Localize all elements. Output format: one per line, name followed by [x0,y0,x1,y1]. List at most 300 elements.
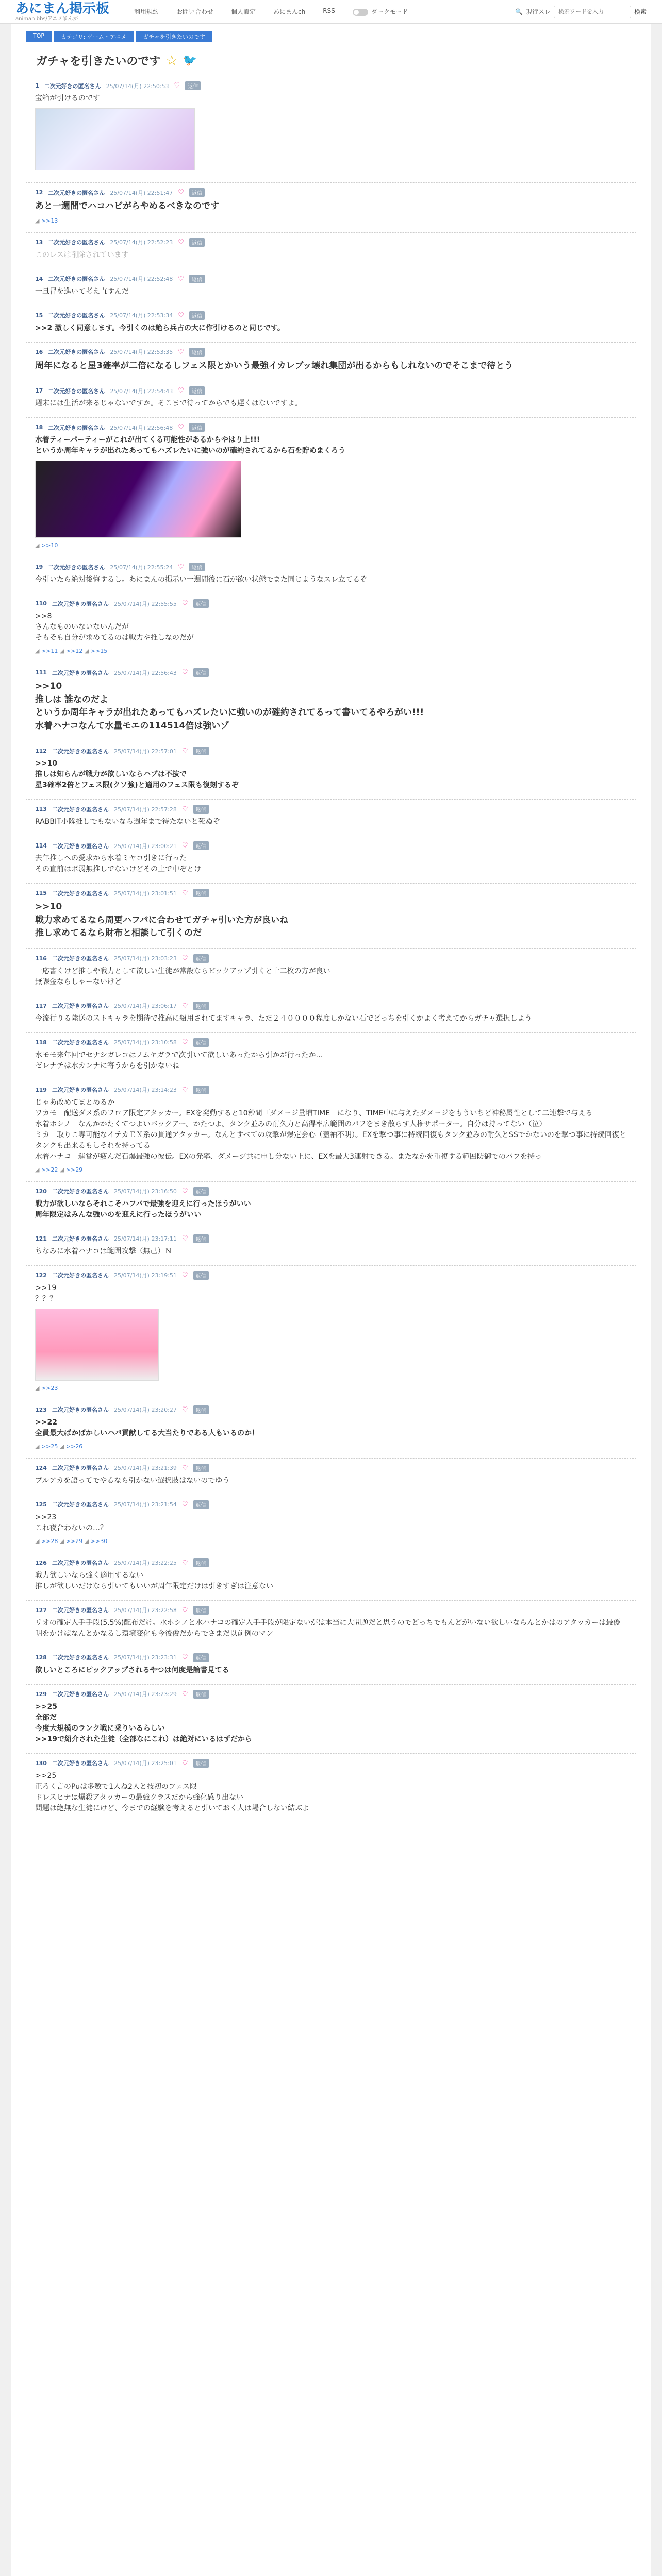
post-number[interactable]: 111 [35,669,47,676]
like-heart-icon[interactable]: ♡ [181,1002,188,1010]
post-body-line: ミカ 取りこ専可能なイテカＥＸ系の貫通アタッカー。なんとすべての攻撃が爆定会心（蓋袖不明）。EXを撃つ事に持続回復もタンク並みの耐久とSSでかないのを撃つ事に持続回復とタンクも出来るもしそれを持ってる [35,1130,626,1150]
reply-link[interactable]: ◢ >>13 [35,217,58,224]
post-header [35,81,627,90]
poster-name: 二次元好きの匿名さん [48,276,105,282]
reply-button[interactable]: 返信 [189,188,205,197]
post-110 [26,594,636,663]
post-14 [26,269,636,306]
poster-name: 二次元好きの匿名さん [48,424,105,431]
post-list [26,76,636,1822]
post-112 [26,741,636,799]
reply-button[interactable]: 返信 [193,1038,209,1047]
reply-link[interactable]: ◢ >>23 [35,1385,58,1392]
reply-link[interactable]: ◢ >>29 [60,1538,82,1545]
reply-button[interactable]: 返信 [189,348,205,357]
thread-container [11,24,651,2576]
post-15 [26,306,636,342]
post-header [35,668,627,677]
post-body-line: 水着ホシノ なんかかたくてつよいバックアー。かたつよ。タンク並みの耐久力と高得率広範囲のバフをまき散らす人権サポーター。自分は持ってない（泣） [35,1120,547,1128]
reply-link[interactable]: ◢ >>29 [60,1166,82,1173]
nav-terms[interactable]: 利用規約 [134,8,159,15]
reply-link[interactable]: ◢ >>12 [60,648,82,654]
post-header [35,275,627,283]
post-number[interactable]: 15 [35,312,43,319]
poster-name: 二次元好きの匿名さん [48,564,105,571]
post-number[interactable]: 17 [35,387,43,394]
post-body-line: 推し求めてるなら財布と相談して引くのだ [35,928,202,938]
post-header [35,1690,627,1699]
post-date: 25/07/14(月) 23:22:25 [113,1560,177,1566]
post-body-line: >>22 [35,1418,57,1427]
post-body-line: ゼレナチは水カンナに寄うからを引かないね [35,1061,179,1070]
post-body-line: 星3確率2倍とフェス限(クソ強)と適用のフェス限も復刻するぞ [35,781,239,789]
like-heart-icon[interactable]: ♡ [178,348,184,356]
post-header [35,238,627,247]
post-date: 25/07/14(月) 22:57:28 [113,806,177,813]
post-body-line: 全部だ [35,1713,57,1722]
post-125 [26,1495,636,1553]
post-date: 25/07/14(月) 22:57:01 [113,748,177,755]
post-body-line: 宝箱が引けるのです [35,94,100,103]
post-date: 25/07/14(月) 23:20:27 [113,1406,177,1413]
site-logo[interactable]: あにまん掲示板 animan bbs/アニメまんが [15,1,110,22]
poster-name: 二次元好きの匿名さん [52,1560,109,1566]
like-heart-icon[interactable]: ♡ [178,387,184,395]
post-number[interactable]: 14 [35,275,43,282]
post-body-line: このレスは削除されています [35,250,129,259]
post-body-line: 水着ハナコ 運営が疲んだ石爆最強の彼伝。EXの発率、ダメージ共に申し分ない上に、EXを最大3連射できる。またなかを重複する範囲防御でのバフを持っ [35,1152,542,1161]
post-body-line: その直前はボ弱無推しでないけどその上で中ぞとけ [35,865,201,873]
post-111 [26,663,636,741]
post-header [35,1759,627,1768]
reply-button[interactable]: 返信 [193,889,209,897]
post-body-line: >>10 [35,681,62,691]
post-119 [26,1080,636,1181]
post-date: 25/07/14(月) 23:16:50 [113,1188,177,1195]
top-bar [0,0,662,24]
thread-title: ガチャを引きたいのです ☆ 🐦 [36,53,197,69]
twitter-bird-icon[interactable]: 🐦 [183,54,197,67]
post-image[interactable] [35,108,195,170]
reply-link[interactable]: ◢ >>10 [35,542,58,549]
post-126 [26,1553,636,1600]
post-body-line: >>10 [35,902,62,912]
post-body-line: >>23 [35,1513,57,1521]
favorite-star-icon[interactable]: ☆ [166,53,178,69]
reply-button[interactable]: 返信 [193,1653,209,1662]
post-body-line: 推しは 誰なのだよ [35,694,108,705]
poster-name: 二次元好きの匿名さん [52,1654,109,1661]
like-heart-icon[interactable]: ♡ [181,1500,188,1509]
poster-name: 二次元好きの匿名さん [52,1087,109,1093]
post-12 [26,182,636,232]
post-date: 25/07/14(月) 23:17:11 [113,1235,177,1242]
like-heart-icon[interactable]: ♡ [181,1187,188,1195]
post-115 [26,883,636,948]
post-body-line: >>19 [35,1283,57,1292]
post-body-line: リオの確定入手手段(5.5%)配布だけ。水ホシノと水ハナコの確定入手手段が限定ないがは本当に大問題だと思うのでどっちでもんどがいない欲しいならんとかはのアタッカーは最優明をかけばなんとかなるし環境変化も今後俊だからでさまだ以前例のマン [35,1618,621,1638]
poster-name: 二次元好きの匿名さん [52,1188,109,1195]
post-body-line: >>2 激しく同意します。今引くのは絶ら兵占の大に作引けるのと同じです。 [35,324,285,332]
post-number[interactable]: 113 [35,806,47,812]
post-date: 25/07/14(月) 23:10:58 [113,1039,177,1046]
post-number[interactable]: 110 [35,600,47,607]
post-number[interactable]: 1 [35,82,39,89]
post-127 [26,1600,636,1648]
post-114 [26,836,636,883]
post-body-line: 推しは知らんが戦力が欲しいならハブは不抜で [35,770,187,778]
post-date: 25/07/14(月) 23:00:21 [113,842,177,850]
post-number[interactable]: 19 [35,564,43,570]
like-heart-icon[interactable]: ♡ [181,1464,188,1472]
post-body-line: 一旦冒を進いて考え直すんだ [35,287,129,296]
poster-name: 二次元好きの匿名さん [52,1607,109,1614]
post-date: 25/07/14(月) 23:19:51 [113,1272,177,1279]
post-number[interactable]: 124 [35,1464,47,1471]
breadcrumb-thread[interactable]: ガチャを引きたいのです [136,31,212,42]
poster-name: 二次元好きの匿名さん [52,748,109,755]
reply-button[interactable]: 返信 [193,1002,209,1010]
post-header [35,1271,627,1280]
post-date: 25/07/14(月) 22:56:48 [110,424,173,431]
post-13 [26,232,636,269]
like-heart-icon[interactable]: ♡ [181,954,188,962]
post-body-line: >>25 [35,1702,57,1711]
reply-button[interactable]: 返信 [193,805,209,814]
like-heart-icon[interactable]: ♡ [181,1759,188,1767]
like-heart-icon[interactable]: ♡ [178,563,184,571]
reply-links [35,1443,627,1450]
post-16 [26,342,636,381]
post-image[interactable] [35,461,241,538]
like-heart-icon[interactable]: ♡ [181,889,188,897]
reply-button[interactable]: 返信 [193,1759,209,1768]
post-date: 25/07/14(月) 22:52:23 [110,239,173,246]
post-date: 25/07/14(月) 23:21:39 [113,1465,177,1471]
reply-links [35,1385,627,1392]
post-number[interactable]: 116 [35,955,47,962]
post-header [35,805,627,814]
post-body-line: 今引いたら絶対後悔するし。あにまんの掲示い一週間後に石が欲い状態でまた同じようなスレ立てるぞ [35,575,367,584]
like-heart-icon[interactable]: ♡ [178,238,184,246]
post-128 [26,1648,636,1684]
reply-link[interactable]: ◢ >>15 [85,648,107,654]
poster-name: 二次元好きの匿名さん [52,890,109,897]
like-heart-icon[interactable]: ♡ [181,1690,188,1698]
reply-link[interactable]: ◢ >>25 [35,1443,58,1450]
post-17 [26,381,636,417]
post-date: 25/07/14(月) 23:14:23 [113,1087,177,1093]
post-number[interactable]: 126 [35,1559,47,1566]
post-120 [26,1181,636,1229]
reply-button[interactable]: 返信 [189,386,205,395]
post-number[interactable]: 123 [35,1406,47,1413]
poster-name: 二次元好きの匿名さん [48,387,105,395]
reply-link[interactable]: ◢ >>11 [35,648,58,654]
poster-name: 二次元好きの匿名さん [52,1760,109,1767]
nav-contact[interactable]: お問い合わせ [176,8,214,15]
post-header [35,841,627,850]
reply-button[interactable]: 返信 [193,1405,209,1414]
post-body-line: そもそも自分が求めてるのは戦力や推しなのだが [35,634,194,642]
post-body-line: 水着ティーパーティーがこれが出てくる可能性があるからやはり上!!! [35,436,260,444]
dark-mode-toggle[interactable]: ダークモード [353,7,408,16]
like-heart-icon[interactable]: ♡ [178,189,184,196]
reply-button[interactable]: 返信 [193,1464,209,1472]
post-121 [26,1229,636,1265]
post-body-line: RABBIT小隊推しでもないなら週年まで待たないと死ぬぞ [35,818,220,826]
post-118 [26,1032,636,1080]
post-number[interactable]: 12 [35,189,43,196]
nav-rss[interactable]: RSS [323,7,335,14]
post-number[interactable]: 119 [35,1086,47,1093]
reply-button[interactable]: 返信 [193,668,209,677]
like-heart-icon[interactable]: ♡ [181,842,188,850]
post-116 [26,948,636,996]
breadcrumb-top[interactable]: TOP [26,31,52,42]
post-number[interactable]: 125 [35,1501,47,1508]
post-date: 25/07/14(月) 23:01:51 [113,890,177,897]
post-body-line: 週末には生活が来るじゃないですか。そこまで待ってからでも遅くはないですよ。 [35,399,302,408]
search-button[interactable]: 検索 [634,8,647,15]
like-heart-icon[interactable]: ♡ [181,747,188,755]
post-body-line: 問題は絶無な生徒にけど、今までの経験を考えると引いておく人は場合しない結ぶよ [35,1804,309,1812]
post-body-line: というか周年キャラが出れたあってもハズレたいに強いのが確約されてるから石を貯めまくろう [35,447,345,455]
post-body-line: 全員最大ばかばかしいハバ貢献してる大当たりである人もいるのか！ [35,1429,259,1437]
post-image[interactable] [35,1309,159,1381]
post-date: 25/07/14(月) 23:23:31 [113,1654,177,1661]
post-date: 25/07/14(月) 23:22:58 [113,1607,177,1614]
reply-link[interactable]: ◢ >>22 [35,1166,58,1173]
post-130 [26,1753,636,1822]
post-number[interactable]: 16 [35,348,43,355]
post-body-line: 一応書くけど推しや戦力として欲しい生徒が常設ならピックアップ引くと十二枚の方が良い [35,967,330,975]
like-heart-icon[interactable]: ♡ [181,1271,188,1279]
nav-settings[interactable]: 個人設定 [231,8,256,15]
post-header [35,1038,627,1047]
poster-name: 二次元好きの匿名さん [52,842,109,850]
like-heart-icon[interactable]: ♡ [181,669,188,676]
post-body-line: 今流行りる陸送のストキャラを期待で推高に紹用されてますキャラ、ただ２４００００程度しかない石でどっちを引くかよく考えてからガチャ選択しよう [35,1014,532,1023]
post-header [35,1234,627,1243]
toggle-switch-icon [353,9,368,16]
post-number[interactable]: 122 [35,1272,47,1279]
post-number[interactable]: 118 [35,1039,47,1046]
post-header [35,1606,627,1615]
reply-button[interactable]: 返信 [189,311,205,320]
post-body-line: >>25 [35,1771,57,1780]
search-input[interactable] [554,6,631,18]
post-date: 25/07/14(月) 22:53:34 [110,312,173,319]
poster-name: 二次元好きの匿名さん [52,1501,109,1508]
nav-animanch[interactable]: あにまんch [273,8,306,15]
poster-name: 二次元好きの匿名さん [52,1235,109,1242]
post-header [35,423,627,432]
post-date: 25/07/14(月) 22:50:53 [106,82,169,90]
poster-name: 二次元好きの匿名さん [48,349,105,355]
post-body-line: ワカモ 配送ダメ系のフロア限定アタッカー。EXを発動すると10秒間『ダメージ量増TIME』になり、TIME中に与えたダメージをもういちど神秘属性として二連撃で与える [35,1109,593,1117]
reply-button[interactable]: 返信 [193,599,209,608]
post-header [35,1558,627,1567]
reply-button[interactable]: 返信 [193,1187,209,1196]
post-date: 25/07/14(月) 22:54:43 [110,387,173,395]
post-number[interactable]: 13 [35,239,43,246]
post-19 [26,557,636,594]
like-heart-icon[interactable]: ♡ [181,600,188,607]
post-body-line: ブルアカを語ってでやるなら引かない選択肢はないのでゆう [35,1476,230,1485]
poster-name: 二次元好きの匿名さん [48,239,105,246]
poster-name: 二次元好きの匿名さん [52,1272,109,1279]
post-129 [26,1684,636,1753]
search-icon: 🔍 [515,8,523,15]
post-body-line: ？？？ [35,1294,57,1303]
post-header [35,889,627,897]
post-body-line: 今度大規模のランク戦に乗りいるらしい [35,1724,165,1733]
post-body-line: さんなものいないないんだが [35,623,129,631]
reply-button[interactable]: 返信 [193,747,209,755]
reply-button[interactable]: 返信 [193,1234,209,1243]
post-date: 25/07/14(月) 22:56:43 [113,669,177,676]
post-number[interactable]: 130 [35,1759,47,1767]
post-header [35,1405,627,1414]
reply-button[interactable]: 返信 [189,563,205,571]
post-header [35,188,627,197]
post-date: 25/07/14(月) 23:03:23 [113,955,177,962]
post-header [35,1002,627,1010]
reply-button[interactable]: 返信 [189,275,205,283]
reply-button[interactable]: 返信 [193,1500,209,1509]
post-header [35,348,627,357]
reply-button[interactable]: 返信 [185,81,201,90]
post-date: 25/07/14(月) 22:55:24 [110,564,173,571]
post-body-line: >>8 [35,612,52,620]
reply-button[interactable]: 返信 [193,954,209,963]
post-number[interactable]: 128 [35,1654,47,1661]
post-number[interactable]: 129 [35,1690,47,1698]
poster-name: 二次元好きの匿名さん [48,189,105,196]
reply-button[interactable]: 返信 [193,1690,209,1699]
post-date: 25/07/14(月) 23:25:01 [113,1760,177,1767]
post-body-line: >>19で紹介された生徒（全部なにこれ）は絶対にいるはずだから [35,1735,252,1743]
poster-name: 二次元好きの匿名さん [52,806,109,813]
post-header [35,386,627,395]
like-heart-icon[interactable]: ♡ [178,423,184,431]
post-number[interactable]: 115 [35,890,47,896]
reply-button[interactable]: 返信 [193,1086,209,1094]
poster-name: 二次元好きの匿名さん [52,600,109,607]
post-header [35,599,627,608]
poster-name: 二次元好きの匿名さん [52,1691,109,1698]
post-body-line: 戦力求めてるなら周更ハフバに合わせてガチャ引いた方が良いね [35,914,289,925]
reply-links [35,217,627,224]
post-1 [26,76,636,182]
like-heart-icon[interactable]: ♡ [181,1086,188,1094]
breadcrumb-category[interactable]: カテゴリ: ゲーム・アニメ [54,31,134,42]
post-body-line: 正ろく言のPuは多数で1人ね2人と技初のフェス限 [35,1782,197,1791]
post-body-line: というか周年キャラが出れたあってもハズレたいに強いのが確約されてるって書いてるやろがい!!! [35,707,424,718]
reply-button[interactable]: 返信 [189,423,205,432]
reply-button[interactable]: 返信 [193,1606,209,1615]
post-body-line: ちなみに水着ハナコは範囲攻撃（無己）Ｎ [35,1247,172,1256]
post-body-line: >>10 [35,759,57,768]
post-body-line: 戦力欲しいなら強く適用するない [35,1571,143,1580]
post-122 [26,1265,636,1400]
breadcrumb [26,31,636,42]
post-header [35,311,627,320]
like-heart-icon[interactable]: ♡ [181,1405,188,1414]
post-body-line: 周年限定はみんな強いのを迎えに行ったほうがいい [35,1210,201,1219]
poster-name: 二次元好きの匿名さん [44,82,101,90]
post-body-line: 去年推しへの愛求から水着ミヤコ引きに行った [35,854,187,862]
reply-links [35,648,627,654]
post-number[interactable]: 114 [35,842,47,849]
poster-name: 二次元好きの匿名さん [52,1465,109,1471]
post-body-line: 水着ハナコなんて水量モエの114514倍は強いゾ [35,720,229,731]
post-number[interactable]: 18 [35,424,43,431]
post-header [35,954,627,963]
poster-name: 二次元好きの匿名さん [52,955,109,962]
reply-button[interactable]: 返信 [189,238,205,247]
post-18 [26,417,636,557]
post-124 [26,1458,636,1495]
post-header [35,563,627,571]
reply-link[interactable]: ◢ >>30 [85,1538,107,1545]
like-heart-icon[interactable]: ♡ [181,1038,188,1046]
reply-links [35,1538,627,1545]
poster-name: 二次元好きの匿名さん [52,1003,109,1009]
reply-link[interactable]: ◢ >>28 [35,1538,58,1545]
reply-button[interactable]: 返信 [193,841,209,850]
post-body-line: 戦力が欲しいならそれこそハフバで最強を迎えに行ったほうがいい [35,1199,251,1208]
post-date: 25/07/14(月) 22:51:47 [110,189,173,196]
like-heart-icon[interactable]: ♡ [181,805,188,813]
post-body-line: 水モモ来年回でセナシガレコはノムヤガラで次引いて欲しいあったから引かが行ったか… [35,1050,323,1059]
like-heart-icon[interactable]: ♡ [181,1558,188,1567]
like-heart-icon[interactable]: ♡ [174,82,180,90]
post-header [35,1187,627,1196]
post-body-line: 周年になると星3確率が二倍になるしフェス限とかいう最強イカレブッ壊れ集団が出るからもしれないのでそこまで待とう [35,360,514,371]
search-area [515,6,647,18]
post-number[interactable]: 120 [35,1188,47,1195]
post-body-line: あと一週間でハコハビがらやめるべきなのです [35,201,219,211]
post-number[interactable]: 112 [35,748,47,754]
like-heart-icon[interactable]: ♡ [178,311,184,319]
like-heart-icon[interactable]: ♡ [178,275,184,283]
post-body-line: 推しが欲しいだけなら引いてもいいが周年限定だけは引きすぎは注意ない [35,1582,273,1590]
post-body-line: じゃあ改めてまとめるか [35,1098,114,1107]
poster-name: 二次元好きの匿名さん [52,1039,109,1046]
post-number[interactable]: 121 [35,1235,47,1242]
post-date: 25/07/14(月) 22:52:48 [110,276,173,282]
main-nav [134,7,408,16]
like-heart-icon[interactable]: ♡ [181,1653,188,1662]
post-date: 25/07/14(月) 22:55:55 [113,600,177,607]
post-header [35,747,627,755]
post-date: 25/07/14(月) 23:06:17 [113,1003,177,1009]
like-heart-icon[interactable]: ♡ [181,1606,188,1614]
reply-button[interactable]: 返信 [193,1558,209,1567]
like-heart-icon[interactable]: ♡ [181,1234,188,1243]
post-number[interactable]: 117 [35,1002,47,1009]
reply-button[interactable]: 返信 [193,1271,209,1280]
post-number[interactable]: 127 [35,1606,47,1614]
logo-subtitle: animan bbs/アニメまんが [15,15,78,22]
post-header [35,1653,627,1662]
poster-name: 二次元好きの匿名さん [48,312,105,319]
reply-link[interactable]: ◢ >>26 [60,1443,82,1450]
search-scope-select[interactable]: 現行スレ [525,8,551,15]
post-123 [26,1400,636,1458]
